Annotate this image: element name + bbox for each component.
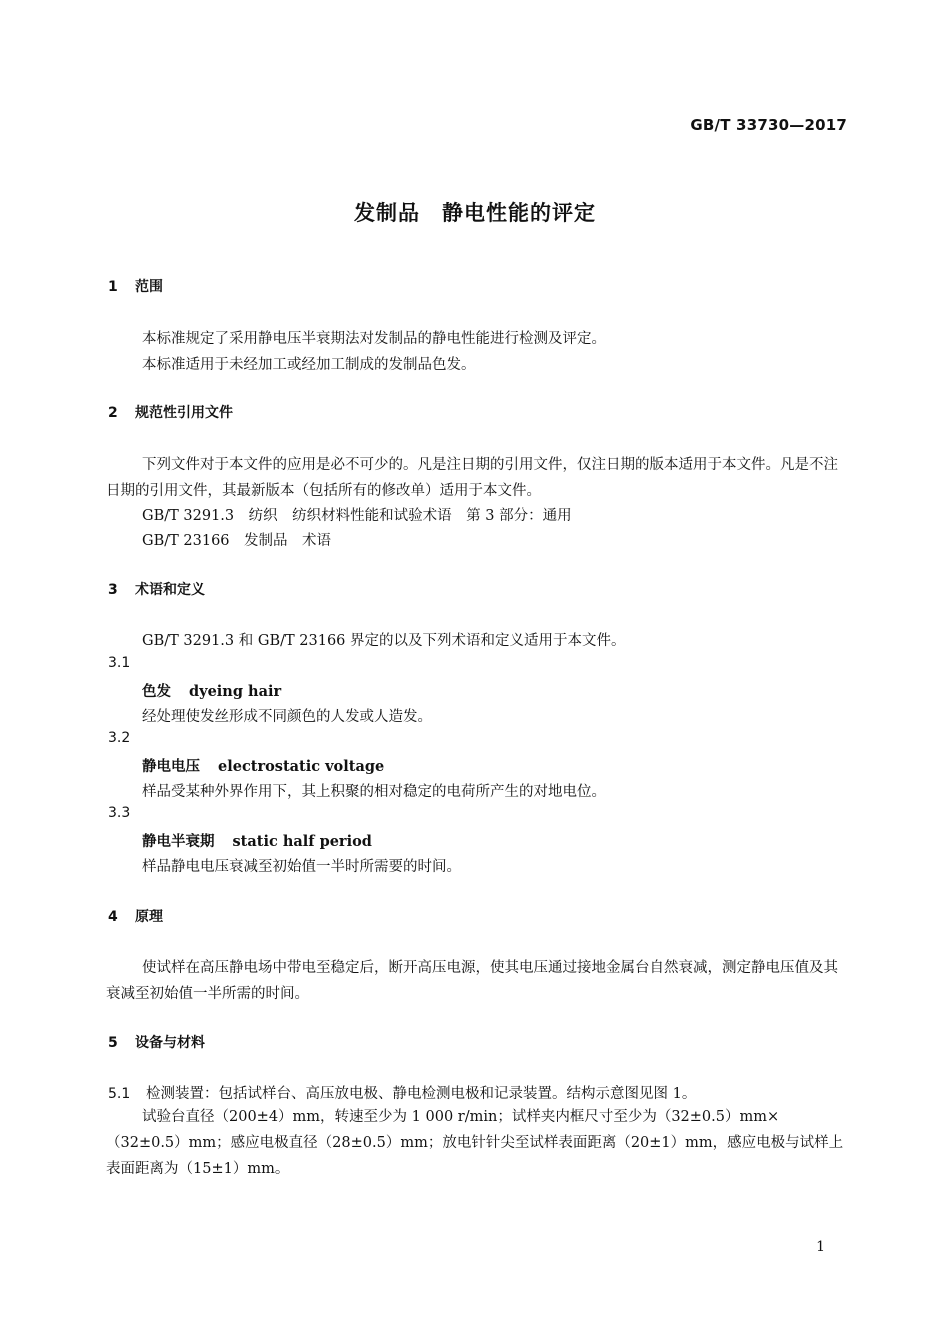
section-3-heading bbox=[108, 579, 205, 599]
paragraph: GB/T 3291.3 和 GB/T 23166 界定的以及下列术语和定义适用于本文件。 bbox=[142, 633, 626, 649]
term-entry bbox=[142, 755, 384, 776]
term-entry bbox=[142, 830, 372, 851]
section-title: 规范性引用文件 bbox=[135, 405, 233, 421]
term-english: static half period bbox=[232, 833, 372, 850]
section-number: 3 bbox=[108, 582, 118, 598]
normative-reference: GB/T 3291.3 纺织 纺织材料性能和试验术语 第 3 部分：通用 bbox=[142, 508, 572, 524]
subclause-number: 5.1 bbox=[108, 1086, 131, 1102]
term-number: 3.2 bbox=[108, 730, 131, 746]
paragraph: 本标准适用于未经加工或经加工制成的发制品色发。 bbox=[142, 357, 476, 373]
term-definition: 样品静电电压衰减至初始值一半时所需要的时间。 bbox=[142, 859, 461, 875]
term-number: 3.1 bbox=[108, 655, 131, 671]
paragraph: 使试样在高压静电场中带电至稳定后，断开高压电源，使其电压通过接地金属台自然衰减，测定静电压值及其衰减至初始值一半所需的时间。 bbox=[106, 960, 838, 1002]
term-entry bbox=[142, 680, 281, 701]
term-definition: 样品受某种外界作用下，其上积聚的相对稳定的电荷所产生的对地电位。 bbox=[142, 784, 606, 800]
document-title: 发制品 静电性能的评定 bbox=[354, 201, 596, 225]
section-title: 范围 bbox=[135, 279, 163, 295]
section-5-heading bbox=[108, 1032, 205, 1052]
term-chinese: 静电电压 bbox=[142, 758, 200, 775]
term-english: dyeing hair bbox=[189, 683, 282, 700]
paragraph: 试验台直径（200±4）mm，转速至少为 1 000 r/min；试样夹内框尺寸至少为（32±0.5）mm×（32±0.5）mm；感应电极直径（28±0.5）mm；放电针针尖至试样表面距离（20±1）mm，感应电极与试样上表面距离为（15±1）mm。 bbox=[106, 1109, 844, 1177]
paragraph: 本标准规定了采用静电压半衰期法对发制品的静电性能进行检测及评定。 bbox=[142, 331, 606, 347]
term-chinese: 静电半衰期 bbox=[142, 833, 215, 850]
section-title: 术语和定义 bbox=[135, 582, 205, 598]
section-title: 设备与材料 bbox=[135, 1035, 205, 1051]
section-number: 2 bbox=[108, 405, 118, 421]
section-2-heading bbox=[108, 402, 233, 422]
section-number: 1 bbox=[108, 279, 118, 295]
section-4-heading bbox=[108, 906, 163, 926]
term-chinese: 色发 bbox=[142, 683, 171, 700]
section-number: 4 bbox=[108, 909, 118, 925]
subclause-text: 检测装置：包括试样台、高压放电极、静电检测电极和记录装置。结构示意图见图 1。 bbox=[146, 1086, 697, 1102]
term-number: 3.3 bbox=[108, 805, 131, 821]
subclause-5-1 bbox=[108, 1082, 696, 1103]
page-number: 1 bbox=[816, 1239, 825, 1255]
standard-code: GB/T 33730—2017 bbox=[690, 116, 847, 134]
term-english: electrostatic voltage bbox=[218, 758, 385, 775]
normative-reference: GB/T 23166 发制品 术语 bbox=[142, 533, 332, 549]
paragraph: 下列文件对于本文件的应用是必不可少的。凡是注日期的引用文件，仅注日期的版本适用于本文件。凡是不注日期的引用文件，其最新版本（包括所有的修改单）适用于本文件。 bbox=[106, 457, 838, 499]
section-1-heading bbox=[108, 276, 163, 296]
term-definition: 经处理使发丝形成不同颜色的人发或人造发。 bbox=[142, 709, 432, 725]
section-title: 原理 bbox=[135, 909, 163, 925]
section-number: 5 bbox=[108, 1035, 118, 1051]
